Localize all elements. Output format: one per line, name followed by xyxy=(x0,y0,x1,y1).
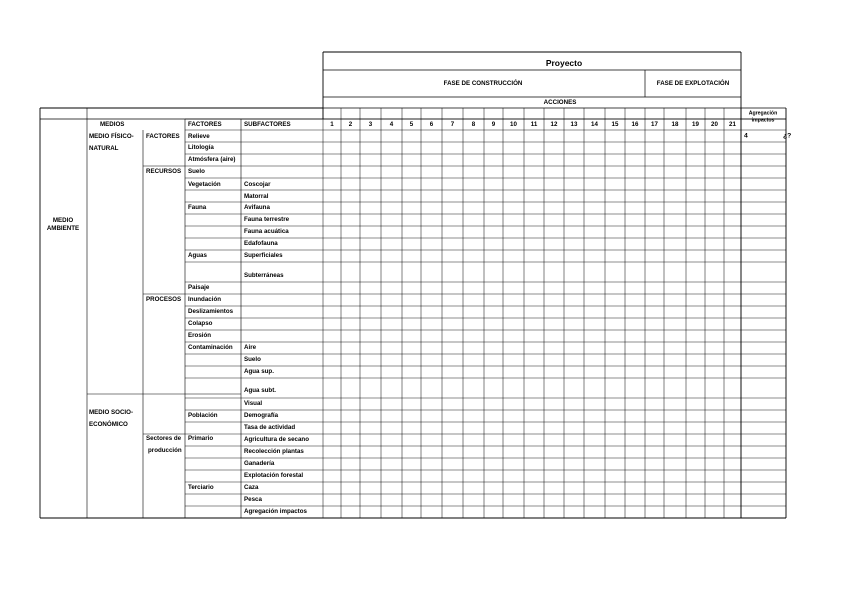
recursos-group: RECURSOS xyxy=(146,167,182,175)
action-number: 4 xyxy=(389,120,394,128)
action-number: 2 xyxy=(348,120,353,128)
factores-group: FACTORES xyxy=(146,132,180,140)
subfactor-agua_sup: Agua sup. xyxy=(244,367,274,375)
factor-relieve: Relieve xyxy=(188,132,210,140)
medio-socio: MEDIO SOCIO- xyxy=(89,408,134,416)
medio-fisico: MEDIO FÍSICO- xyxy=(89,132,134,140)
subfactor-matorral: Matorral xyxy=(244,192,269,200)
subfactor-ganaderia: Ganadería xyxy=(244,459,275,467)
subfactor-caza: Caza xyxy=(244,483,259,491)
subfactor-agua_subt: Agua subt. xyxy=(244,386,276,394)
factor-litologia: Litología xyxy=(188,143,214,151)
subfactores-header: SUBFACTORES xyxy=(244,120,291,128)
action-number: 18 xyxy=(671,120,679,128)
fase-construccion-label: FASE DE CONSTRUCCIÓN xyxy=(443,79,523,87)
factor-atmosfera: Atmósfera (aire) xyxy=(188,155,236,163)
action-number: 16 xyxy=(631,120,639,128)
factor-deslizamientos: Deslizamientos xyxy=(188,307,234,315)
medio-socio: ECONÓMICO xyxy=(89,420,128,428)
proyecto-title: Proyecto xyxy=(545,57,583,68)
subfactor-pesca: Pesca xyxy=(244,495,262,503)
action-number: 10 xyxy=(510,120,517,128)
factor-paisaje: Paisaje xyxy=(188,283,210,291)
medios-header: MEDIOS xyxy=(100,120,125,128)
factores-header: FACTORES xyxy=(188,120,222,128)
aggregation-value: ¿? xyxy=(783,132,792,140)
action-number: 15 xyxy=(611,120,619,128)
agregacion-header: Agregación xyxy=(748,110,778,117)
subfactor-demografia: Demografía xyxy=(244,411,279,419)
action-number: 13 xyxy=(570,120,578,128)
aggregation-value: 4 xyxy=(744,132,748,140)
sectores-group: Sectores de xyxy=(146,434,182,442)
subfactor-superficiales: Superficiales xyxy=(244,251,283,259)
subfactor-subterraneas: Subterráneas xyxy=(244,271,284,279)
subfactor-coscojar: Coscojar xyxy=(244,180,271,188)
medio-ambiente: AMBIENTE xyxy=(46,224,80,232)
factor-poblacion: Población xyxy=(188,411,218,419)
action-number: 8 xyxy=(471,120,476,128)
action-number: 14 xyxy=(591,120,598,128)
factor-inundacion: Inundación xyxy=(188,295,221,303)
factor-fauna: Fauna xyxy=(188,203,207,211)
action-number: 3 xyxy=(368,120,373,128)
action-number: 19 xyxy=(692,120,699,128)
subfactor-agregacion: Agregación impactos xyxy=(244,507,307,515)
action-number: 1 xyxy=(330,120,334,128)
subfactor-agricultura: Agricultura de secano xyxy=(244,435,309,443)
subfactor-fauna_terrestre: Fauna terrestre xyxy=(244,215,290,223)
factor-aguas: Aguas xyxy=(188,251,207,259)
action-number: 21 xyxy=(729,120,736,128)
fase-explotacion-label: FASE DE EXPLOTACIÓN xyxy=(656,79,730,87)
subfactor-aire: Aire xyxy=(244,343,257,351)
action-number: 5 xyxy=(409,120,414,128)
subfactor-recoleccion: Recolección plantas xyxy=(244,447,304,455)
medio-ambiente: MEDIO xyxy=(52,216,74,224)
action-number: 12 xyxy=(550,120,558,128)
subfactor-explotacion_forestal: Explotación forestal xyxy=(244,471,304,479)
factor-suelo: Suelo xyxy=(188,167,205,175)
subfactor-suelo: Suelo xyxy=(244,355,261,363)
action-number: 11 xyxy=(530,120,538,128)
procesos-group: PROCESOS xyxy=(146,295,182,303)
agregacion-header: impactos xyxy=(751,117,775,124)
action-number: 20 xyxy=(711,120,718,128)
factor-vegetacion: Vegetación xyxy=(188,180,221,188)
medio-fisico: NATURAL xyxy=(89,144,119,152)
action-number: 17 xyxy=(651,120,658,128)
acciones-label: ACCIONES xyxy=(543,98,577,106)
sectores-group: producción xyxy=(148,446,182,454)
action-number: 7 xyxy=(450,120,455,128)
action-number: 9 xyxy=(491,120,496,128)
subfactor-avifauna: Avifauna xyxy=(244,203,270,211)
action-number: 6 xyxy=(429,120,434,128)
factor-terciario: Terciario xyxy=(188,483,214,491)
subfactor-tasa_actividad: Tasa de actividad xyxy=(244,423,296,431)
factor-erosion: Erosión xyxy=(188,331,212,339)
subfactor-edafofauna: Edafofauna xyxy=(244,239,278,247)
subfactor-visual: Visual xyxy=(244,399,263,407)
factor-primario: Primario xyxy=(188,434,214,442)
factor-contaminacion: Contaminación xyxy=(188,343,233,351)
factor-colapso: Colapso xyxy=(188,319,213,327)
subfactor-fauna_acuatica: Fauna acuática xyxy=(244,227,289,235)
